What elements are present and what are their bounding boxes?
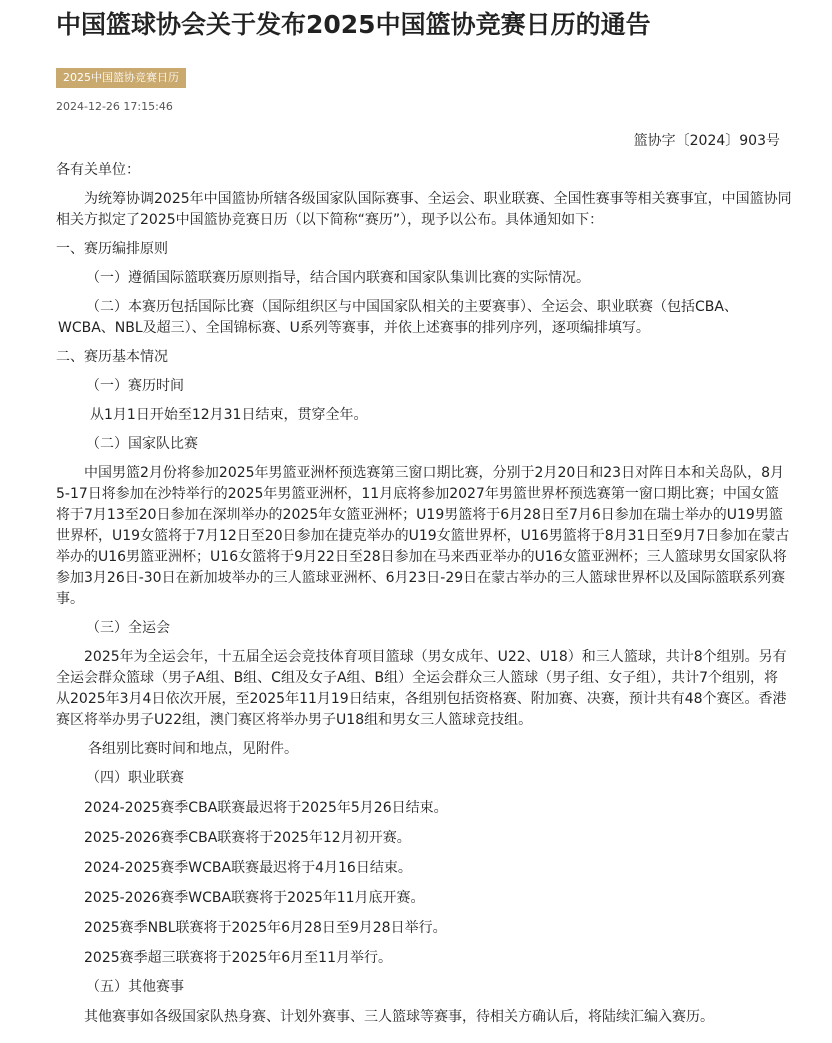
- league-item: 2025-2026赛季CBA联赛将于2025年12月初开赛。: [84, 830, 411, 846]
- section-2-heading: 二、赛历基本情况: [56, 349, 168, 365]
- section-2-sub-4-heading: （四）职业联赛: [86, 770, 184, 786]
- league-item: 2025赛季超三联赛将于2025年6月至11月举行。: [84, 950, 392, 966]
- section-1-item-1: （一）遵循国际篮联赛历原则指导，结合国内联赛和国家队集训比赛的实际情况。: [86, 270, 590, 286]
- section-2-sub-2-heading: （二）国家队比赛: [86, 436, 198, 452]
- league-item: 2024-2025赛季WCBA联赛最迟将于4月16日结束。: [84, 860, 412, 876]
- document-number: 篮协字〔2024〕903号: [633, 133, 780, 149]
- section-1-item-2: （二）本赛历包括国际比赛（国际组织区与中国国家队相关的主要赛事）、全运会、职业联赛（包括CBA、WCBA、NBL及超三）、全国锦标赛、U系列等赛事，并依上述赛事的排列序列，逐项编排填写。: [58, 299, 738, 336]
- article-title: 中国篮球协会关于发布2025中国篮协竞赛日历的通告: [56, 10, 651, 39]
- league-item: 2025赛季NBL联赛将于2025年6月28日至9月28日举行。: [84, 920, 447, 936]
- article-body: [56, 160, 792, 1028]
- intro-paragraph: 为统筹协调2025年中国篮协所辖各级国家队国际赛事、全运会、职业联赛、全国性赛事等相关赛事宜，中国篮协同相关方拟定了2025中国篮协竞赛日历（以下简称“赛历”），现予以公布。具体通知如下：: [56, 191, 792, 228]
- article: [56, 0, 792, 1028]
- section-2-sub-5-heading: （五）其他赛事: [86, 979, 184, 995]
- league-item: 2024-2025赛季CBA联赛最迟将于2025年5月26日结束。: [84, 800, 448, 816]
- league-item: 2025-2026赛季WCBA联赛将于2025年11月底开赛。: [84, 890, 425, 906]
- section-2-sub-1-heading: （一）赛历时间: [86, 378, 184, 394]
- section-2-sub-3-heading: （三）全运会: [86, 620, 170, 636]
- category-tag[interactable]: 2025中国篮协竞赛日历: [56, 68, 186, 88]
- section-2-sub-1-text: 从1月1日开始至12月31日结束，贯穿全年。: [90, 407, 368, 423]
- salutation: 各有关单位：: [56, 162, 140, 178]
- section-1-heading: 一、赛历编排原则: [56, 241, 168, 257]
- section-2-sub-5-text: 其他赛事如各级国家队热身赛、计划外赛事、三人篮球等赛事，待相关方确认后，将陆续汇编入赛历。: [84, 1009, 714, 1025]
- section-2-sub-2-text: 中国男篮2月份将参加2025年男篮亚洲杯预选赛第三窗口期比赛，分别于2月20日和23日对阵日本和关岛队，8月5-17日将参加在沙特举行的2025年男篮亚洲杯，11月底将参加2027年男篮世界杯预选赛第一窗口期比赛；中国女篮将于7月13至20日参加在深圳举办的2025年女篮亚洲杯；U19男篮将于6月28日至7月6日参加在瑞士举办的U19男篮世界杯，U19女篮将于7月12日至20日参加在捷克举办的U19女篮世界杯，U16男篮将于8月31日至9月7日参加在蒙古举办的U16男篮亚洲杯；U16女篮将于9月22日至28日参加在马来西亚举办的U16女篮亚洲杯；三人篮球男女国家队将参加3月26日-30日在新加坡举办的三人篮球亚洲杯、6月23日-29日在蒙古举办的三人篮球世界杯以及国际篮联系列赛事。: [56, 465, 790, 607]
- section-2-sub-3-text: 2025年为全运会年，十五届全运会竞技体育项目篮球（男女成年、U22、U18）和三人篮球，共计8个组别。另有全运会群众篮球（男子A组、B组、C组及女子A组、B组）全运会群众三人篮球（男子组、女子组），共计7个组别，将从2025年3月4日依次开展，至2025年11月19日结束，各组别包括资格赛、附加赛、决赛，预计共有48个赛区。香港赛区将举办男子U22组，澳门赛区将举办男子U18组和男女三人篮球竞技组。: [56, 649, 787, 728]
- publish-date: 2024-12-26 17:15:46: [56, 100, 173, 113]
- section-2-sub-3-note: 各组别比赛时间和地点，见附件。: [88, 741, 298, 757]
